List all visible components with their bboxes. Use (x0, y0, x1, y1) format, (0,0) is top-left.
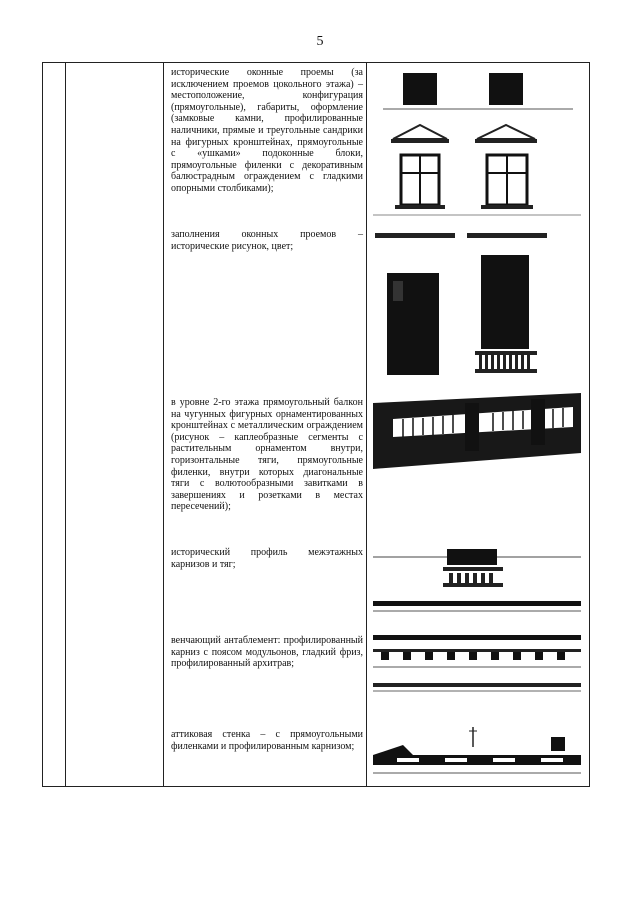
description-table (42, 62, 590, 787)
photo-cornices (373, 549, 581, 617)
photo-balcony (373, 393, 581, 473)
column-divider-1 (65, 63, 66, 786)
photo-entablature (373, 633, 581, 699)
text-window-fillings: заполнения оконных проемов – исторические рисунок, цвет; (171, 229, 363, 252)
column-divider-2 (163, 63, 164, 786)
text-windows-openings: исторические оконные проемы (за исключением проемов цокольного этажа) – местоположение, конфигурация (прямоугольные), габариты, оформление (замковые камни, профилированные наличники, прямые и треугольные сандрики на фигурных кронштейнах, прямоугольные с «ушками» подоконные блоки, прямоугольные филенки с декоративным балюстрадным ограждением с гладкими опорными столбиками); (171, 67, 363, 194)
page-number: 5 (316, 34, 324, 49)
photo-windows (373, 69, 581, 219)
text-balcony: в уровне 2-го этажа прямоугольный балкон на чугунных фигурных орнаментированных кронштейнах с металлическим ограждением (рисунок – каплеобразные сегменты с растительным орнаментом внутри, горизонтальные тяги, прямоугольные филенки, внутри которых диагональные тяги с волютообразными завитками в завершениях и розетками в местах пересечений); (171, 397, 363, 513)
photo-column (369, 63, 585, 786)
photo-window-fillings (373, 227, 581, 379)
text-column (167, 63, 365, 786)
photo-attic (373, 717, 581, 781)
text-attic: аттиковая стенка – с прямоугольными филенками и профилированным карнизом; (171, 729, 363, 752)
column-divider-3 (366, 63, 367, 786)
text-entablature: венчающий антаблемент: профилированный карниз с поясом модульонов, гладкий фриз, профилированный архитрав; (171, 635, 363, 670)
text-cornices: исторический профиль межэтажных карнизов и тяг; (171, 547, 363, 570)
